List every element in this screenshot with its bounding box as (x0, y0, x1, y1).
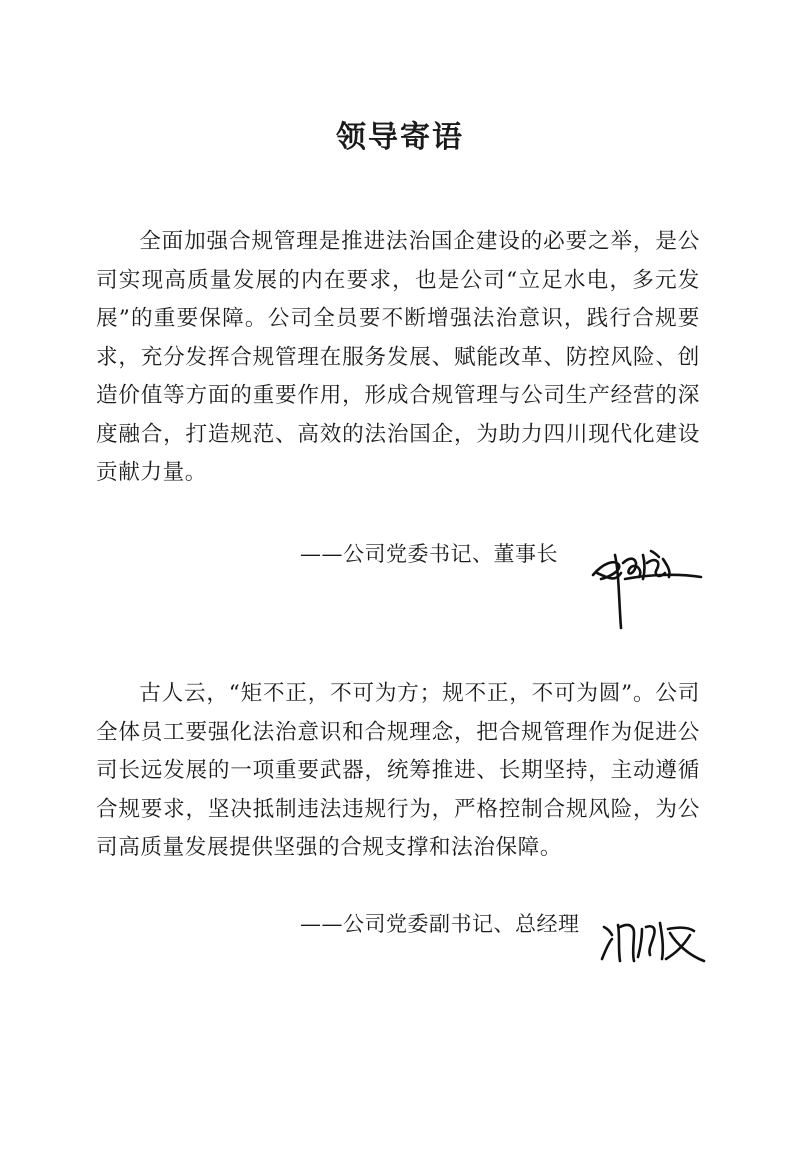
attribution-chairman (300, 538, 800, 568)
attribution-general-manager (300, 908, 800, 938)
message-paragraph-general-manager: 古人云，“矩不正，不可为方；规不正，不可为圆”。公司全体员工要强化法治意识和合规理念，把合规管理作为促进公司长远发展的一项重要武器，统筹推进、长期坚持，主动遵循合规要求，坚决抵制违法违规行为，严格控制合规风险，为公司高质量发展提供坚强的合规支撑和法治保障。 (96, 681, 700, 860)
signature-general-manager (598, 913, 708, 968)
message-paragraph-chairman: 全面加强合规管理是推进法治国企建设的必要之举，是公司实现高质量发展的内在要求，也是公司“立足水电，多元发展”的重要保障。公司全员要不断增强法治意识，践行合规要求，充分发挥合规管理在服务发展、赋能改革、防控风险、创造价值等方面的重要作用，形成合规管理与公司生产经营的深度融合，打造规范、高效的法治国企，为助力四川现代化建设贡献力量。 (96, 229, 700, 485)
attribution-general-manager-text: ——公司党委副书记、总经理 (300, 912, 580, 936)
handwritten-signature-general-manager-icon (598, 913, 708, 968)
page-title: 领导寄语 (336, 120, 464, 155)
signature-chairman (585, 533, 705, 633)
attribution-chairman-text: ——公司党委书记、董事长 (300, 542, 558, 566)
handwritten-signature-chairman-icon (585, 533, 705, 633)
